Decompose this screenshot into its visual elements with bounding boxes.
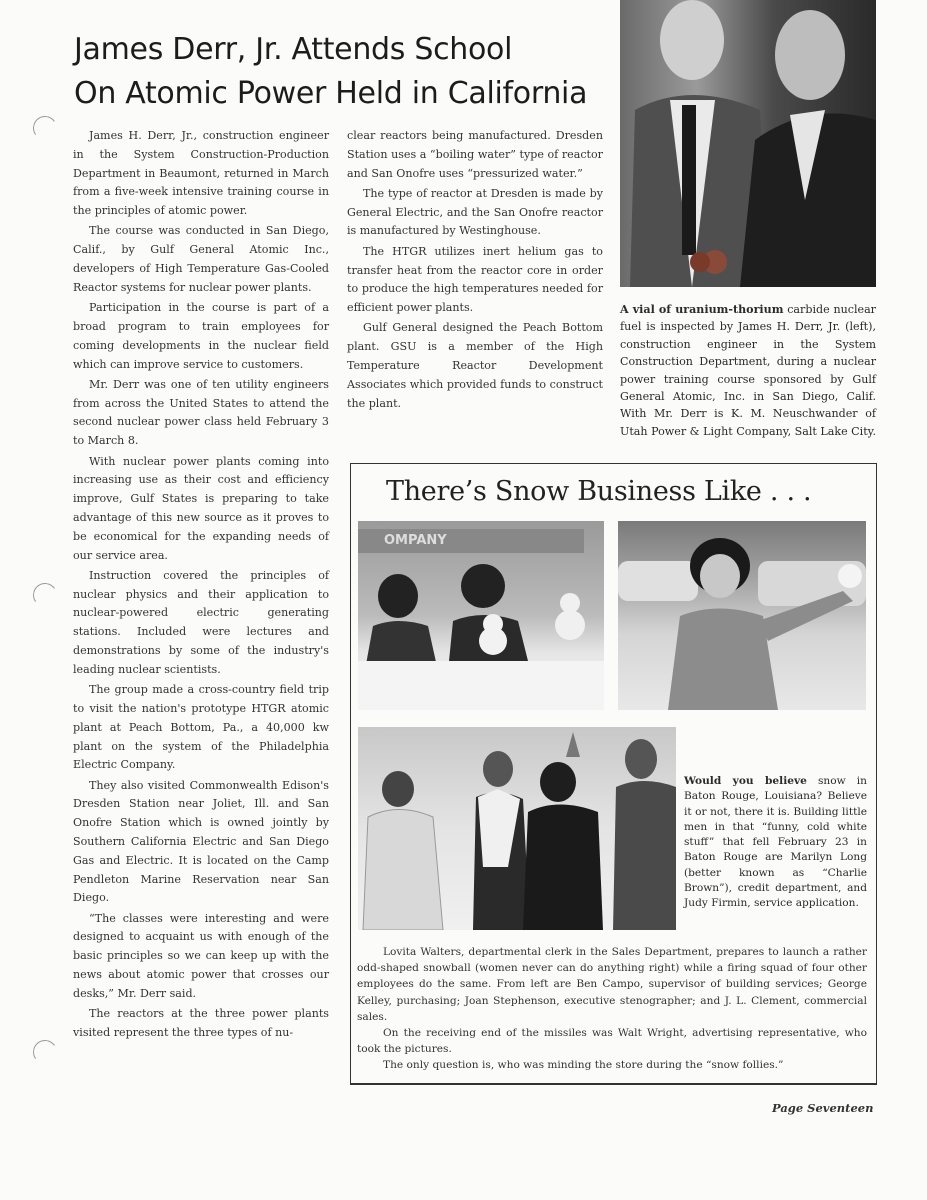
paragraph: Lovita Walters, departmental clerk in the Sales Department, prepares to launch a rather odd-shaped snowball (women never can do anything right) while a firing squad of four other employees do the same. From left are Ben Campo, supervisor of building services; George Kelley, purchasing; Joan Stephenson, executive stenographer; and J. L. Clement, commercial sales.: [357, 946, 867, 1023]
paragraph: Participation in the course is part of a broad program to train employees for coming developments in the nuclear field which can improve service to customers.: [73, 301, 329, 371]
paragraph: They also visited Commonwealth Edison's Dresden Station near Joliet, Ill. and San Onofre Station which is owned jointly by Southern California Electric and San Diego Gas and Electric. It is located on the Camp Pendleton Marine Reservation near San Diego.: [73, 778, 329, 905]
photo-lovita-walters: [618, 521, 866, 710]
photo-firing-squad: [358, 727, 676, 930]
article-headline: [74, 28, 614, 116]
binder-hole-mark: [31, 1038, 59, 1066]
paragraph: Mr. Derr was one of ten utility engineers from across the United States to attend the second nuclear power class held February 3 to March 8.: [73, 377, 329, 448]
photo-illustration: [358, 727, 676, 930]
article-column-1: [73, 127, 329, 1044]
binder-hole-mark: [31, 581, 59, 609]
headline-line-1: James Derr, Jr. Attends School: [74, 32, 513, 67]
caption-text: snow in Baton Rouge, Louisiana? Believe it or not, there it is. Building little men in that “funny, cold white stuff” that fell February 23 in Baton Rouge are Marilyn Long (better known as “Charlie Brown”), credit department, and Judy Firmin, service application.: [684, 775, 867, 910]
snow-feature-title: There’s Snow Business Like . . .: [386, 476, 812, 507]
paragraph: The group made a cross-country field trip to visit the nation's prototype HTGR atomic plant at Peach Bottom, Pa., a 40,000 kw plant on the system of the Philadelphia Electric Company.: [73, 683, 329, 772]
headline-line-2: On Atomic Power Held in California: [74, 76, 588, 111]
snow-caption: [684, 774, 867, 912]
paragraph: Gulf General designed the Peach Bottom plant. GSU is a member of the High Temperature Reactor Development Associates which provided funds to construct the plant.: [347, 321, 603, 410]
building-sign: OMPANY: [358, 529, 584, 553]
paragraph: The course was conducted in San Diego, Calif., by Gulf General Atomic Inc., developers of High Temperature Gas-Cooled Reactor systems for nuclear power plants.: [73, 224, 329, 294]
article-column-2: [347, 127, 603, 415]
paragraph: The HTGR utilizes inert helium gas to transfer heat from the reactor core in order to produce the high temperatures needed for efficient power plants.: [347, 244, 603, 315]
paragraph: Instruction covered the principles of nuclear physics and their application to nuclear-powered electric generating stations. Included were lectures and demonstrations by some of the industry's leading nuclear scientists.: [73, 568, 329, 676]
paragraph: With nuclear power plants coming into increasing use as their cost and efficiency improve, Gulf States is preparing to take advantage of this new source as it proves to be economical for the expanding needs of our service area.: [73, 454, 329, 562]
caption-lead: Would you believe: [684, 775, 807, 787]
photo-illustration: [618, 521, 866, 710]
paragraph: James H. Derr, Jr., construction engineer in the System Construction-Production Department in Beaumont, returned in March from a five-week intensive training course in the principles of atomic power.: [73, 129, 329, 218]
page-number: Page Seventeen: [772, 1101, 874, 1115]
binder-hole-mark: [31, 114, 59, 142]
caption-lead: A vial of uranium-thorium: [620, 303, 784, 316]
paragraph: On the receiving end of the missiles was Walt Wright, advertising representative, who took the pictures.: [357, 1027, 867, 1056]
photo-derr-and-neuschwander: [620, 0, 876, 287]
photo-illustration: [358, 521, 604, 710]
paragraph: clear reactors being manufactured. Dresden Station uses a “boiling water” type of reactor and San Onofre uses “pressurized water.”: [347, 129, 603, 180]
caption-text: carbide nuclear fuel is inspected by James H. Derr, Jr. (left), construction engineer in the System Construction Department, during a nuclear power training course sponsored by Gulf General Atomic, Inc. in San Diego, Calif. With Mr. Derr is K. M. Neuschwander of Utah Power & Light Company, Salt Lake City.: [620, 303, 876, 438]
paragraph: The type of reactor at Dresden is made by General Electric, and the San Onofre reactor is manufactured by Westinghouse.: [347, 186, 603, 238]
photo-illustration: [620, 0, 876, 287]
paragraph: The only question is, who was minding the store during the “snow follies.”: [383, 1059, 784, 1072]
paragraph: The reactors at the three power plants visited represent the three types of nu-: [73, 1007, 329, 1039]
photo-snowmen-building: [358, 521, 604, 710]
photo-caption-derr: [620, 301, 876, 440]
snow-story-text: [357, 944, 867, 1074]
paragraph: “The classes were interesting and were designed to acquaint us with enough of the basic principles so we can keep up with the news about atomic power that crosses our desks,” Mr. Derr said.: [73, 911, 329, 1000]
